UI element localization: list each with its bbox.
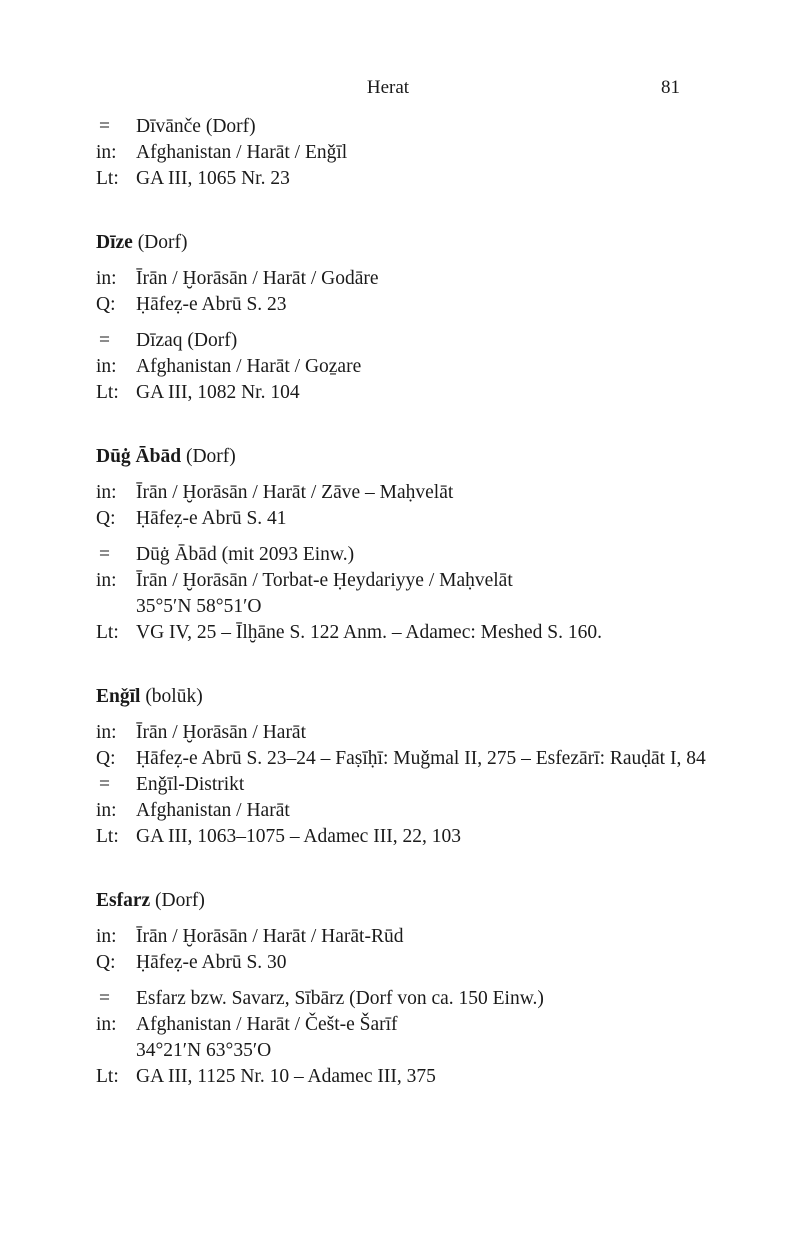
- entry-headword: [96, 682, 736, 712]
- line-label: =: [99, 116, 110, 137]
- line-text: Dīvānče (Dorf): [136, 116, 256, 137]
- line-label: Q:: [96, 508, 116, 529]
- line-label: in:: [96, 268, 117, 289]
- entry-line: [96, 594, 736, 620]
- line-text: Afghanistan / Harāt / Enǧīl: [136, 142, 348, 163]
- headword-name: Enǧīl: [96, 686, 141, 707]
- entry-line: [96, 480, 736, 506]
- entry-line: [96, 772, 736, 798]
- line-label: in:: [96, 722, 117, 743]
- line-label: Lt:: [96, 168, 119, 189]
- gazetteer-entries: [96, 114, 736, 1126]
- entry-divance: [96, 114, 736, 192]
- headword-name: Esfarz: [96, 890, 151, 911]
- line-label: Q:: [96, 748, 116, 769]
- coordinates: 35°5′N 58°51′O: [136, 596, 262, 617]
- line-text: Dūġ Ābād (mit 2093 Einw.): [136, 544, 355, 565]
- line-text: GA III, 1082 Nr. 104: [136, 382, 300, 403]
- entry-line: [96, 1038, 736, 1064]
- line-text: Īrān / Ḫorāsān / Harāt / Zāve – Maḥvelāt: [136, 482, 454, 503]
- line-text: GA III, 1125 Nr. 10 – Adamec III, 375: [136, 1066, 436, 1087]
- entry-line: [96, 746, 736, 772]
- entry-line: [96, 568, 736, 594]
- line-label: Lt:: [96, 1066, 119, 1087]
- headword-name: Dūġ Ābād: [96, 446, 182, 467]
- entry-line: [96, 924, 736, 950]
- entry-line: [96, 1012, 736, 1038]
- line-label: in:: [96, 142, 117, 163]
- line-label: =: [99, 544, 110, 565]
- page-number: 81: [661, 77, 680, 98]
- line-text: GA III, 1065 Nr. 23: [136, 168, 290, 189]
- line-text: Īrān / Ḫorāsān / Harāt / Godāre: [136, 268, 379, 289]
- headword-qualifier: (Dorf): [137, 232, 188, 253]
- line-label: in:: [96, 570, 117, 591]
- line-label: in:: [96, 356, 117, 377]
- line-label: in:: [96, 800, 117, 821]
- entry-line: [96, 140, 736, 166]
- entry-headword: [96, 886, 736, 916]
- coordinates: 34°21′N 63°35′O: [136, 1040, 272, 1061]
- entry-line: [96, 166, 736, 192]
- entry-engil: [96, 682, 736, 850]
- line-text: Ḥāfeẓ-e Abrū S. 30: [136, 952, 287, 973]
- line-label: [96, 1038, 136, 1064]
- line-label: [96, 594, 136, 620]
- line-text: Īrān / Ḫorāsān / Harāt / Harāt-Rūd: [136, 926, 404, 947]
- line-label: in:: [96, 1014, 117, 1035]
- line-text: Ḥāfeẓ-e Abrū S. 23: [136, 294, 287, 315]
- entry-line: [96, 114, 736, 140]
- line-text: VG IV, 25 – Īlḫāne S. 122 Anm. – Adamec: Meshed S. 160.: [136, 622, 602, 643]
- entry-line: [96, 986, 736, 1012]
- entry-headword: [96, 442, 736, 472]
- entry-line: [96, 380, 736, 406]
- running-title: Herat: [366, 77, 410, 98]
- line-text: Enǧīl-Distrikt: [136, 774, 245, 795]
- page-header: [96, 77, 680, 101]
- headword-qualifier: (bolūk): [145, 686, 203, 707]
- entry-headword: [96, 228, 736, 258]
- line-label: Q:: [96, 952, 116, 973]
- entry-line: [96, 798, 736, 824]
- line-text: Ḥāfeẓ-e Abrū S. 23–24 – Faṣīḥī: Muǧmal II, 275 – Esfezārī: Rauḍāt I, 84: [136, 748, 706, 769]
- entry-line: [96, 824, 736, 850]
- entry-dug-abad: [96, 442, 736, 646]
- line-text: Ḥāfeẓ-e Abrū S. 41: [136, 508, 287, 529]
- line-label: =: [99, 330, 110, 351]
- line-text: Īrān / Ḫorāsān / Harāt: [136, 722, 307, 743]
- line-text: GA III, 1063–1075 – Adamec III, 22, 103: [136, 826, 461, 847]
- entry-esfarz: [96, 886, 736, 1090]
- headword-qualifier: (Dorf): [155, 890, 205, 911]
- line-label: Lt:: [96, 622, 119, 643]
- entry-line: [96, 328, 736, 354]
- entry-dize: [96, 228, 736, 406]
- entry-line: [96, 506, 736, 532]
- line-label: =: [99, 988, 110, 1009]
- line-label: =: [99, 774, 110, 795]
- line-label: Lt:: [96, 382, 119, 403]
- entry-line: [96, 542, 736, 568]
- entry-line: [96, 720, 736, 746]
- entry-line: [96, 266, 736, 292]
- entry-line: [96, 354, 736, 380]
- line-label: Lt:: [96, 826, 119, 847]
- line-label: in:: [96, 482, 117, 503]
- line-label: in:: [96, 926, 117, 947]
- line-text: Esfarz bzw. Savarz, Sībārz (Dorf von ca. 150 Einw.): [136, 988, 544, 1009]
- line-text: Afghanistan / Harāt / Češt-e Šarīf: [136, 1014, 398, 1035]
- line-text: Īrān / Ḫorāsān / Torbat-e Ḥeydariyye / Maḥvelāt: [136, 570, 513, 591]
- entry-line: [96, 292, 736, 318]
- headword-qualifier: (Dorf): [185, 446, 236, 467]
- entry-line: [96, 620, 736, 646]
- entry-line: [96, 1064, 736, 1090]
- line-label: Q:: [96, 294, 116, 315]
- headword-name: Dīze: [96, 232, 133, 253]
- line-text: Dīzaq (Dorf): [136, 330, 238, 351]
- entry-line: [96, 950, 736, 976]
- line-text: Afghanistan / Harāt / Goẕare: [136, 356, 362, 377]
- line-text: Afghanistan / Harāt: [136, 800, 290, 821]
